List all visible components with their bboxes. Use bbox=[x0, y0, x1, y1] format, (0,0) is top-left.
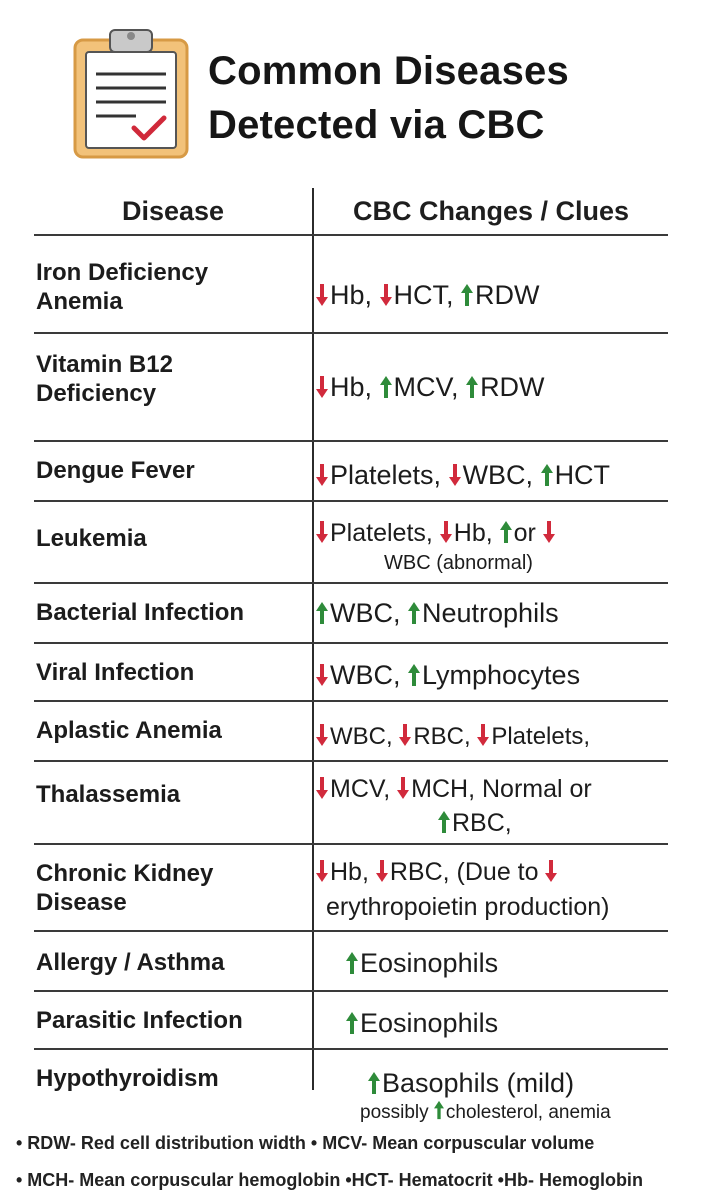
disease-name bbox=[36, 948, 306, 977]
down-arrow-icon bbox=[543, 520, 555, 544]
clue-text: Hb, bbox=[330, 280, 380, 310]
up-arrow-icon bbox=[466, 375, 478, 399]
title-line-1: Common Diseases bbox=[208, 49, 569, 93]
disease-name bbox=[36, 658, 306, 687]
clue-text: WBC, bbox=[462, 460, 541, 490]
disease-name bbox=[36, 598, 306, 627]
cbc-clues bbox=[316, 370, 668, 404]
down-arrow-icon bbox=[316, 283, 328, 307]
cbc-clues bbox=[316, 855, 668, 925]
clue-text: Basophils (mild) bbox=[382, 1068, 575, 1098]
clue-text: Hb, bbox=[453, 519, 500, 547]
disease-name-line: Aplastic Anemia bbox=[36, 717, 222, 744]
disease-name-line: Disease bbox=[36, 889, 127, 916]
down-arrow-icon bbox=[449, 463, 461, 487]
up-arrow-icon bbox=[461, 283, 473, 307]
clue-text: Platelets, bbox=[330, 460, 449, 490]
clue-text: MCV, bbox=[330, 775, 398, 803]
disease-name-line: Iron Deficiency bbox=[36, 259, 209, 286]
down-arrow-icon bbox=[316, 723, 328, 747]
cbc-clues bbox=[316, 1006, 668, 1040]
clue-text: Hb, bbox=[330, 372, 380, 402]
clue-text: WBC, bbox=[330, 723, 400, 750]
down-arrow-icon bbox=[316, 663, 328, 687]
disease-name-line: Dengue Fever bbox=[36, 457, 195, 484]
cbc-clues bbox=[316, 516, 668, 576]
cbc-clues bbox=[316, 658, 668, 692]
up-arrow-icon bbox=[316, 601, 328, 625]
cbc-clues bbox=[316, 458, 668, 492]
cbc-clues bbox=[316, 1066, 668, 1126]
disease-name-line: Deficiency bbox=[36, 380, 157, 407]
disease-name bbox=[36, 456, 306, 485]
clipboard-check-icon bbox=[72, 24, 190, 160]
clue-text: Platelets, bbox=[491, 723, 591, 750]
up-arrow-icon bbox=[346, 1011, 358, 1035]
clue-line bbox=[316, 1006, 668, 1040]
table-row bbox=[34, 234, 668, 334]
clue-text: RBC, bbox=[413, 723, 478, 750]
disease-name-line: Chronic Kidney bbox=[36, 860, 214, 887]
table-row bbox=[34, 582, 668, 644]
clue-text: Lymphocytes bbox=[422, 660, 581, 690]
disease-name bbox=[36, 258, 306, 316]
down-arrow-icon bbox=[316, 520, 328, 544]
clue-text: WBC, bbox=[330, 598, 408, 628]
down-arrow-icon bbox=[477, 723, 489, 747]
down-arrow-icon bbox=[316, 375, 328, 399]
clue-text: Hb, bbox=[330, 858, 376, 886]
disease-name-line: Vitamin B12 bbox=[36, 351, 173, 378]
page-title bbox=[208, 44, 569, 152]
clue-text: RBC, (Due to bbox=[389, 858, 546, 886]
up-arrow-icon bbox=[500, 520, 512, 544]
down-arrow-icon bbox=[316, 463, 328, 487]
cbc-clues bbox=[316, 772, 668, 840]
table-row bbox=[34, 642, 668, 702]
table-row bbox=[34, 440, 668, 502]
footnote-2: • MCH- Mean corpuscular hemoglobin •HCT- Hematocrit •Hb- Hemoglobin bbox=[16, 1170, 643, 1190]
clue-line bbox=[316, 458, 668, 492]
clue-text: Neutrophils bbox=[422, 598, 559, 628]
cbc-clues bbox=[316, 596, 668, 630]
clue-line bbox=[316, 370, 668, 404]
clue-line bbox=[316, 658, 668, 692]
up-arrow-icon bbox=[438, 810, 450, 834]
table-row bbox=[34, 500, 668, 584]
clue-text: Eosinophils bbox=[360, 948, 499, 978]
down-arrow-icon bbox=[440, 520, 452, 544]
down-arrow-icon bbox=[397, 776, 409, 800]
cbc-clues bbox=[316, 278, 668, 312]
clue-line bbox=[316, 278, 668, 312]
disease-name-line: Hypothyroidism bbox=[36, 1065, 219, 1092]
clue-line bbox=[316, 720, 668, 754]
clue-subline: WBC (abnormal) bbox=[384, 552, 533, 574]
clue-text: possibly bbox=[360, 1102, 434, 1123]
clue-line bbox=[316, 1066, 668, 1100]
clue-line bbox=[316, 772, 668, 806]
down-arrow-icon bbox=[316, 776, 328, 800]
clue-text: Eosinophils bbox=[360, 1008, 499, 1038]
table-row bbox=[34, 930, 668, 992]
disease-name-line: Leukemia bbox=[36, 525, 147, 552]
down-arrow-icon bbox=[545, 859, 557, 883]
clue-text: RBC, bbox=[452, 809, 512, 837]
table-row bbox=[34, 843, 668, 932]
clue-text: or bbox=[513, 519, 543, 547]
clue-subline bbox=[316, 806, 668, 840]
disease-name-line: Allergy / Asthma bbox=[36, 949, 225, 976]
clue-text: HCT bbox=[554, 460, 611, 490]
cbc-clues bbox=[316, 946, 668, 980]
cbc-clues bbox=[316, 720, 668, 754]
up-arrow-icon bbox=[408, 601, 420, 625]
table-row bbox=[34, 332, 668, 442]
clue-text: Platelets, bbox=[330, 519, 440, 547]
disease-name bbox=[36, 859, 306, 917]
disease-name bbox=[36, 524, 306, 553]
up-arrow-icon bbox=[541, 463, 553, 487]
clue-text: RDW bbox=[475, 280, 540, 310]
table-row bbox=[34, 990, 668, 1050]
clue-line bbox=[316, 596, 668, 630]
header-disease: Disease bbox=[121, 195, 225, 226]
disease-name-line: Anemia bbox=[36, 288, 123, 315]
disease-name bbox=[36, 1064, 306, 1093]
clue-text: RDW bbox=[480, 372, 545, 402]
up-arrow-icon bbox=[368, 1071, 380, 1095]
up-arrow-icon bbox=[408, 663, 420, 687]
down-arrow-icon bbox=[316, 859, 328, 883]
clue-text: cholesterol, anemia bbox=[445, 1102, 611, 1123]
disease-name bbox=[36, 716, 306, 745]
clue-subline: erythropoietin production) bbox=[326, 893, 610, 921]
clue-text: MCH, Normal or bbox=[411, 775, 592, 803]
table-row bbox=[34, 1048, 668, 1122]
up-arrow-icon bbox=[346, 951, 358, 975]
header bbox=[0, 0, 726, 170]
up-arrow-icon bbox=[434, 1100, 444, 1120]
disease-name-line: Thalassemia bbox=[36, 781, 181, 808]
clue-line bbox=[316, 855, 668, 889]
down-arrow-icon bbox=[380, 283, 392, 307]
clue-text: MCV, bbox=[393, 372, 467, 402]
up-arrow-icon bbox=[380, 375, 392, 399]
clue-text: HCT, bbox=[393, 280, 462, 310]
down-arrow-icon bbox=[376, 859, 388, 883]
title-line-2: Detected via CBC bbox=[208, 103, 545, 147]
header-clues bbox=[314, 188, 668, 234]
disease-name bbox=[36, 1006, 306, 1035]
header-clues-label: CBC Changes / Clues bbox=[352, 195, 630, 226]
clue-text: WBC, bbox=[330, 660, 408, 690]
disease-name-line: Viral Infection bbox=[36, 659, 195, 686]
clue-line bbox=[316, 946, 668, 980]
disease-name bbox=[36, 780, 306, 809]
clue-subline bbox=[316, 1100, 668, 1126]
clue-line bbox=[316, 516, 668, 550]
disease-name-line: Bacterial Infection bbox=[36, 599, 245, 626]
table-row bbox=[34, 760, 668, 845]
footnote-1: • RDW- Red cell distribution width • MCV- Mean corpuscular volume bbox=[16, 1133, 595, 1153]
disease-name bbox=[36, 350, 306, 408]
disease-name-line: Parasitic Infection bbox=[36, 1007, 243, 1034]
table-row bbox=[34, 700, 668, 762]
down-arrow-icon bbox=[399, 723, 411, 747]
